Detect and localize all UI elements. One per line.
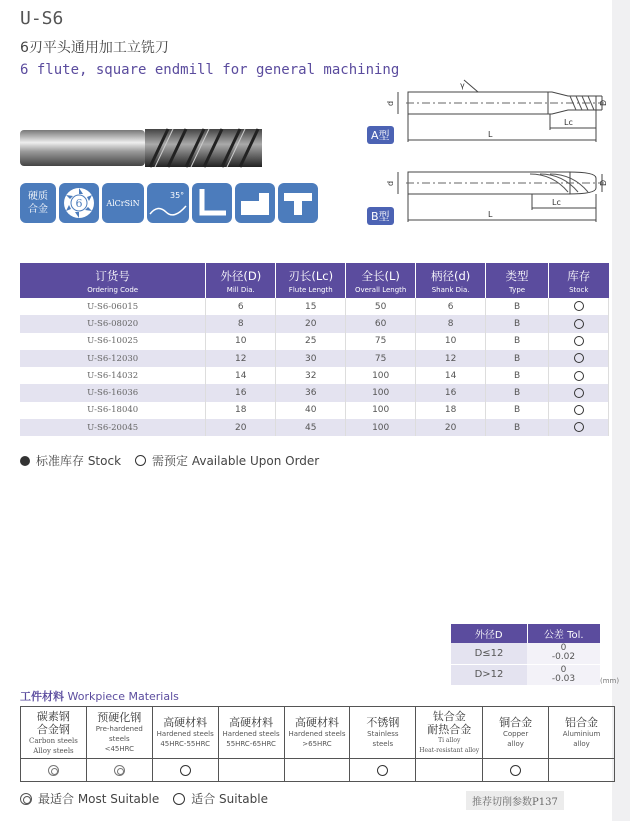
carbide-label: 硬质 合金: [28, 191, 48, 215]
material-titanium: 钛合金 耐热合金 Ti alloy Heat-resistant alloy: [416, 707, 483, 759]
flute-count-text: 6: [75, 197, 83, 210]
table-row: U-S6-12030 12 30 75 12 B: [20, 350, 609, 367]
order-circle-icon: [135, 455, 146, 466]
spec-header-row: [20, 263, 609, 298]
slotting-icon: [280, 185, 316, 221]
table-row: U-S6-18040 18 40 100 18 B: [20, 402, 609, 419]
table-row: U-S6-08020 8 20 60 8 B: [20, 315, 609, 332]
col-flute-length: 刃长(Lc) Flute Length: [276, 263, 346, 298]
stock-dot-icon: [20, 456, 30, 466]
col-type: 类型 Type: [486, 263, 549, 298]
shank-dia-label-b: d: [386, 180, 395, 186]
tolerance-header-row: [451, 624, 600, 643]
order-circle-icon: [574, 301, 584, 311]
flute-count-badge: [59, 183, 99, 223]
material-hardened-65: 高硬材料 Hardened steels >65HRC: [284, 707, 350, 759]
overall-length-label-b: L: [488, 210, 493, 219]
slotting-badge: [278, 183, 318, 223]
stock-legend: [20, 452, 319, 469]
material-aluminium: 铝合金 Aluminium alloy: [549, 707, 615, 759]
col-ordering-code: 订货号 Ordering Code: [20, 263, 206, 298]
unit-label: (mm): [600, 677, 620, 685]
workpiece-header-row: [21, 707, 615, 759]
mill-dia-label-b: D: [599, 179, 608, 186]
suitable-icon: [173, 793, 185, 805]
stock-legend-text: 标准库存 Stock: [36, 454, 122, 468]
order-circle-icon: [574, 422, 584, 432]
most-suitable-icon: [114, 765, 125, 776]
table-row: U-S6-10025 10 25 75 10 B: [20, 333, 609, 350]
endmill-photo: [20, 127, 262, 169]
side-milling-icon: [237, 185, 273, 221]
flute-length-label-a: Lc: [564, 118, 573, 127]
order-circle-icon: [574, 319, 584, 329]
type-b-label: B型: [367, 207, 394, 225]
material-hardened-55-65: 高硬材料 Hardened steels 55HRC-65HRC: [218, 707, 284, 759]
side-milling-badge: [235, 183, 275, 223]
table-row: U-S6-14032 14 32 100 14 B: [20, 367, 609, 384]
tol-col-tol: 公差 Tol.: [527, 624, 600, 643]
most-suitable-text: 最适合 Most Suitable: [38, 792, 160, 806]
col-stock: 库存 Stock: [549, 263, 609, 298]
table-row: D>12 0 -0.03: [451, 664, 600, 685]
square-end-badge: [192, 183, 232, 223]
overall-length-label-a: L: [488, 130, 493, 139]
most-suitable-icon: [20, 793, 32, 805]
material-copper: 铜合金 Copper alloy: [483, 707, 549, 759]
mill-dia-label-a: D: [599, 99, 608, 106]
suitability-row: [21, 759, 615, 782]
most-suitable-icon: [48, 765, 59, 776]
workpiece-title: 工件材料 Workpiece Materials: [20, 690, 179, 703]
coating-label: AlCrSiN: [106, 198, 140, 208]
material-hardened-45-55: 高硬材料 Hardened steels 45HRC-55HRC: [152, 707, 218, 759]
helix-angle-text: 35°: [170, 191, 185, 200]
order-circle-icon: [574, 405, 584, 415]
material-stainless: 不锈钢 Stainless steels: [350, 707, 416, 759]
type-a-label: A型: [367, 126, 394, 144]
suitable-text: 适合 Suitable: [191, 792, 268, 806]
material-carbon-steel: 碳素钢 合金钢 Carbon steels Alloy steels: [21, 707, 87, 759]
suitable-icon: [377, 765, 388, 776]
order-circle-icon: [574, 388, 584, 398]
feature-badges: [20, 183, 318, 223]
gamma-label: γ: [460, 81, 465, 90]
suitability-legend: [20, 790, 268, 807]
shank-dia-label-a: d: [386, 100, 395, 106]
suitable-icon: [180, 765, 191, 776]
table-row: U-S6-20045 20 45 100 20 B: [20, 419, 609, 436]
col-overall-length: 全长(L) Overall Length: [346, 263, 416, 298]
coating-badge: [102, 183, 144, 223]
product-title: U-S6: [20, 8, 64, 29]
helix-angle-icon: [148, 184, 188, 222]
order-legend-text: 需预定 Available Upon Order: [152, 454, 320, 468]
tool-drawings: [368, 70, 613, 230]
product-subtitle-en: 6 flute, square endmill for general machining: [20, 62, 400, 78]
cutting-params-reference: 推荐切削参数P137: [466, 791, 564, 810]
page-edge-strip: [612, 0, 630, 821]
material-prehardened: 预硬化钢 Pre-hardened steels <45HRC: [86, 707, 152, 759]
spec-table: [20, 263, 609, 436]
carbide-material-badge: [20, 183, 56, 223]
product-subtitle-cn: 6刃平头通用加工立铣刀: [20, 40, 169, 56]
square-end-icon: [194, 185, 230, 221]
table-row: D≤12 0 -0.02: [451, 643, 600, 664]
order-circle-icon: [574, 336, 584, 346]
col-shank-dia: 柄径(d) Shank Dia.: [416, 263, 486, 298]
col-mill-dia: 外径(D) Mill Dia.: [206, 263, 276, 298]
table-row: U-S6-16036 16 36 100 16 B: [20, 384, 609, 401]
order-circle-icon: [574, 353, 584, 363]
flute-length-label-b: Lc: [552, 198, 561, 207]
tolerance-table: [451, 624, 600, 686]
six-flute-icon: [61, 185, 97, 221]
order-circle-icon: [574, 371, 584, 381]
helix-angle-badge: [147, 183, 189, 223]
table-row: U-S6-06015 6 15 50 6 B: [20, 298, 609, 315]
workpiece-table: [20, 706, 615, 782]
tol-col-dia: 外径D: [451, 624, 527, 643]
suitable-icon: [510, 765, 521, 776]
